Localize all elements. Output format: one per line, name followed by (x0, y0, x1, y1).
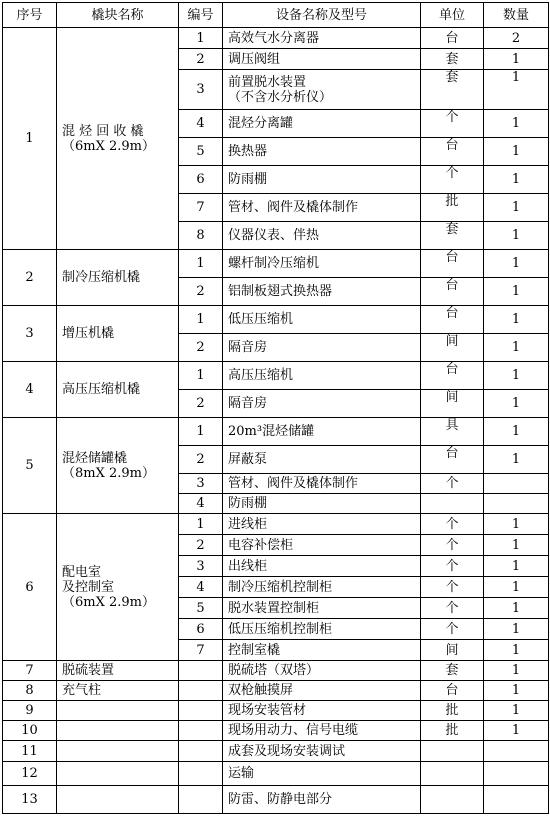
equipment-name-line: 脱水装置控制柜 (228, 600, 320, 616)
module-name-line: 高压压缩机橇 (62, 382, 141, 397)
unit: 个 (421, 514, 484, 535)
row-seq: 10 (3, 721, 57, 741)
quantity: 2 (484, 28, 549, 49)
row-seq: 4 (3, 362, 57, 418)
table-row (3, 681, 549, 701)
unit: 套 (421, 661, 484, 681)
equipment-name-line: 螺杆制冷压缩机 (228, 256, 320, 271)
item-no (179, 741, 223, 762)
quantity: 1 (484, 278, 549, 306)
table-row (3, 250, 549, 278)
module-name (57, 786, 179, 814)
equipment-name (223, 598, 421, 619)
equipment-name (223, 640, 421, 661)
unit: 个 (421, 556, 484, 577)
unit (421, 494, 484, 514)
equipment-name: 脱硫塔（双塔） (223, 661, 421, 681)
row-seq: 6 (3, 514, 57, 661)
row-seq: 3 (3, 306, 57, 362)
equipment-name-line: 低压压缩机 (228, 312, 294, 327)
quantity (484, 762, 549, 786)
unit: 台 (421, 278, 484, 306)
module-name-line: 及控制室 (62, 579, 115, 595)
quantity: 1 (484, 661, 549, 681)
equipment-name (223, 362, 421, 390)
unit: 间 (421, 390, 484, 418)
quantity: 1 (484, 446, 549, 474)
quantity: 1 (484, 514, 549, 535)
equipment-name (223, 70, 421, 110)
equipment-name: 现场用动力、信号电缆 (223, 721, 421, 741)
equipment-name-line: 隔音房 (228, 340, 268, 355)
row-seq: 8 (3, 681, 57, 701)
item-no (179, 786, 223, 814)
quantity: 1 (484, 701, 549, 721)
unit: 套 (421, 222, 484, 250)
equipment-name-line: 管材、阀件及橇体制作 (228, 200, 359, 215)
equipment-name-line: 仪器仪表、伴热 (228, 228, 320, 243)
header-row (3, 3, 549, 28)
quantity: 1 (484, 640, 549, 661)
equipment-name (223, 278, 421, 306)
quantity: 1 (484, 138, 549, 166)
equipment-name-line: 防雨棚 (228, 172, 268, 187)
equipment-name-line: 屏蔽泵 (228, 452, 268, 467)
row-seq: 13 (3, 786, 57, 814)
table-row (3, 786, 549, 814)
item-no: 4 (179, 577, 223, 598)
equipment-name-line: 管材、阀件及橇体制作 (228, 476, 359, 491)
table-row (3, 701, 549, 721)
unit: 批 (421, 194, 484, 222)
quantity: 1 (484, 49, 549, 70)
quantity: 1 (484, 362, 549, 390)
quantity: 1 (484, 619, 549, 640)
item-no: 4 (179, 110, 223, 138)
unit: 台 (421, 446, 484, 474)
item-no: 1 (179, 28, 223, 49)
unit (421, 762, 484, 786)
equipment-name (223, 334, 421, 362)
equipment-name: 防雷、防静电部分 (223, 786, 421, 814)
unit: 个 (421, 166, 484, 194)
quantity: 1 (484, 166, 549, 194)
item-no: 5 (179, 138, 223, 166)
module-name (57, 362, 179, 418)
equipment-name (223, 446, 421, 474)
unit: 个 (421, 535, 484, 556)
unit: 批 (421, 721, 484, 741)
quantity: 1 (484, 70, 549, 110)
module-name-line: （6mX 2.9m） (62, 138, 155, 154)
equipment-name: 双枪触摸屏 (223, 681, 421, 701)
module-name-line: （8mX 2.9m） (62, 465, 155, 481)
equipment-name: 运输 (223, 762, 421, 786)
table-row (3, 362, 549, 390)
unit: 台 (421, 681, 484, 701)
equipment-name-line: 20m³混烃储罐 (228, 424, 315, 439)
equipment-name (223, 222, 421, 250)
item-no: 1 (179, 362, 223, 390)
item-no: 4 (179, 494, 223, 514)
unit: 个 (421, 110, 484, 138)
quantity: 1 (484, 556, 549, 577)
quantity (484, 741, 549, 762)
equipment-name (223, 250, 421, 278)
module-name: 充气柱 (57, 681, 179, 701)
module-name-line: 混 烃 回 收 橇 (62, 123, 144, 139)
equipment-name-line: 进线柜 (228, 516, 268, 532)
unit: 台 (421, 138, 484, 166)
table-body (3, 28, 549, 814)
equipment-name (223, 474, 421, 494)
module-name (57, 418, 179, 514)
table-row (3, 28, 549, 49)
unit: 台 (421, 306, 484, 334)
equipment-name-line: 混烃分离罐 (228, 116, 294, 131)
header-seq: 序号 (3, 3, 57, 28)
header-unit: 单位 (421, 3, 484, 28)
equipment-name: 成套及现场安装调试 (223, 741, 421, 762)
quantity: 1 (484, 598, 549, 619)
item-no: 2 (179, 390, 223, 418)
quantity: 1 (484, 390, 549, 418)
equipment-name-line: 出线柜 (228, 558, 268, 574)
equipment-name-line: 低压压缩机控制柜 (228, 621, 333, 637)
equipment-name-line: （不含水分析仪） (228, 89, 333, 105)
equipment-name-line: 前置脱水装置 (228, 74, 307, 90)
item-no: 1 (179, 418, 223, 446)
equipment-name (223, 418, 421, 446)
equipment-name (223, 556, 421, 577)
unit: 个 (421, 474, 484, 494)
quantity: 1 (484, 334, 549, 362)
unit (421, 741, 484, 762)
module-name-line: 增压机橇 (62, 326, 115, 341)
item-no: 2 (179, 535, 223, 556)
quantity: 1 (484, 306, 549, 334)
quantity: 1 (484, 222, 549, 250)
module-name-line: 混烃储罐橇 (62, 450, 128, 466)
table-row (3, 741, 549, 762)
item-no: 7 (179, 640, 223, 661)
unit: 套 (421, 70, 484, 110)
unit: 个 (421, 619, 484, 640)
quantity: 1 (484, 535, 549, 556)
quantity: 1 (484, 250, 549, 278)
header-item-no: 编号 (179, 3, 223, 28)
equipment-name (223, 194, 421, 222)
table-row (3, 306, 549, 334)
quantity: 1 (484, 110, 549, 138)
item-no: 2 (179, 334, 223, 362)
item-no: 2 (179, 446, 223, 474)
unit: 个 (421, 598, 484, 619)
unit: 间 (421, 640, 484, 661)
row-seq: 12 (3, 762, 57, 786)
item-no: 1 (179, 250, 223, 278)
equipment-name (223, 535, 421, 556)
equipment-name (223, 577, 421, 598)
unit: 台 (421, 250, 484, 278)
module-name (57, 28, 179, 250)
table-row (3, 418, 549, 446)
equipment-name (223, 390, 421, 418)
module-name (57, 306, 179, 362)
quantity: 1 (484, 194, 549, 222)
item-no: 2 (179, 278, 223, 306)
item-no: 8 (179, 222, 223, 250)
row-seq: 9 (3, 701, 57, 721)
item-no (179, 721, 223, 741)
equipment-name-line: 高压压缩机 (228, 368, 294, 383)
table-row (3, 661, 549, 681)
quantity (484, 494, 549, 514)
equipment-name-line: 电容补偿柜 (228, 537, 294, 553)
equipment-name (223, 166, 421, 194)
module-name (57, 701, 179, 721)
item-no: 2 (179, 49, 223, 70)
equipment-name-line: 控制室橇 (228, 642, 281, 658)
equipment-name (223, 619, 421, 640)
quantity (484, 474, 549, 494)
unit: 间 (421, 334, 484, 362)
item-no: 1 (179, 514, 223, 535)
unit: 具 (421, 418, 484, 446)
row-seq: 2 (3, 250, 57, 306)
table-row (3, 721, 549, 741)
row-seq: 5 (3, 418, 57, 514)
equipment-name (223, 138, 421, 166)
table-row (3, 514, 549, 535)
item-no: 3 (179, 70, 223, 110)
equipment-name (223, 28, 421, 49)
equipment-name (223, 306, 421, 334)
quantity: 1 (484, 681, 549, 701)
equipment-name (223, 494, 421, 514)
equipment-name-line: 制冷压缩机控制柜 (228, 579, 333, 595)
quantity: 1 (484, 577, 549, 598)
row-seq: 1 (3, 28, 57, 250)
item-no: 1 (179, 306, 223, 334)
item-no: 5 (179, 598, 223, 619)
equipment-name-line: 调压阀组 (228, 51, 281, 67)
module-name (57, 762, 179, 786)
unit: 台 (421, 28, 484, 49)
equipment-name (223, 110, 421, 138)
item-no: 6 (179, 166, 223, 194)
module-name-line: 配电室 (62, 564, 102, 580)
equipment-table (2, 2, 549, 814)
header-module-name: 橇块名称 (57, 3, 179, 28)
item-no: 3 (179, 556, 223, 577)
quantity: 1 (484, 721, 549, 741)
module-name (57, 721, 179, 741)
unit: 台 (421, 362, 484, 390)
item-no (179, 762, 223, 786)
unit (421, 786, 484, 814)
module-name-line: （6mX 2.9m） (62, 594, 155, 610)
unit: 批 (421, 701, 484, 721)
module-name (57, 741, 179, 762)
equipment-name-line: 防雨棚 (228, 496, 268, 511)
quantity: 1 (484, 418, 549, 446)
equipment-name-line: 隔音房 (228, 396, 268, 411)
row-seq: 7 (3, 661, 57, 681)
header-equipment-name: 设备名称及型号 (223, 3, 421, 28)
unit: 个 (421, 577, 484, 598)
module-name-line: 制冷压缩机橇 (62, 270, 141, 285)
equipment-name (223, 49, 421, 70)
table-row (3, 762, 549, 786)
quantity (484, 786, 549, 814)
item-no: 7 (179, 194, 223, 222)
module-name (57, 250, 179, 306)
equipment-name-line: 高效气水分离器 (228, 30, 320, 46)
item-no: 3 (179, 474, 223, 494)
item-no: 6 (179, 619, 223, 640)
module-name (57, 514, 179, 661)
equipment-name-line: 换热器 (228, 144, 268, 159)
module-name: 脱硫装置 (57, 661, 179, 681)
header-quantity: 数量 (484, 3, 549, 28)
equipment-name (223, 514, 421, 535)
equipment-name: 现场安装管材 (223, 701, 421, 721)
row-seq: 11 (3, 741, 57, 762)
equipment-name-line: 铝制板翅式换热器 (228, 284, 333, 299)
item-no (179, 681, 223, 701)
item-no (179, 701, 223, 721)
unit: 套 (421, 49, 484, 70)
item-no (179, 661, 223, 681)
